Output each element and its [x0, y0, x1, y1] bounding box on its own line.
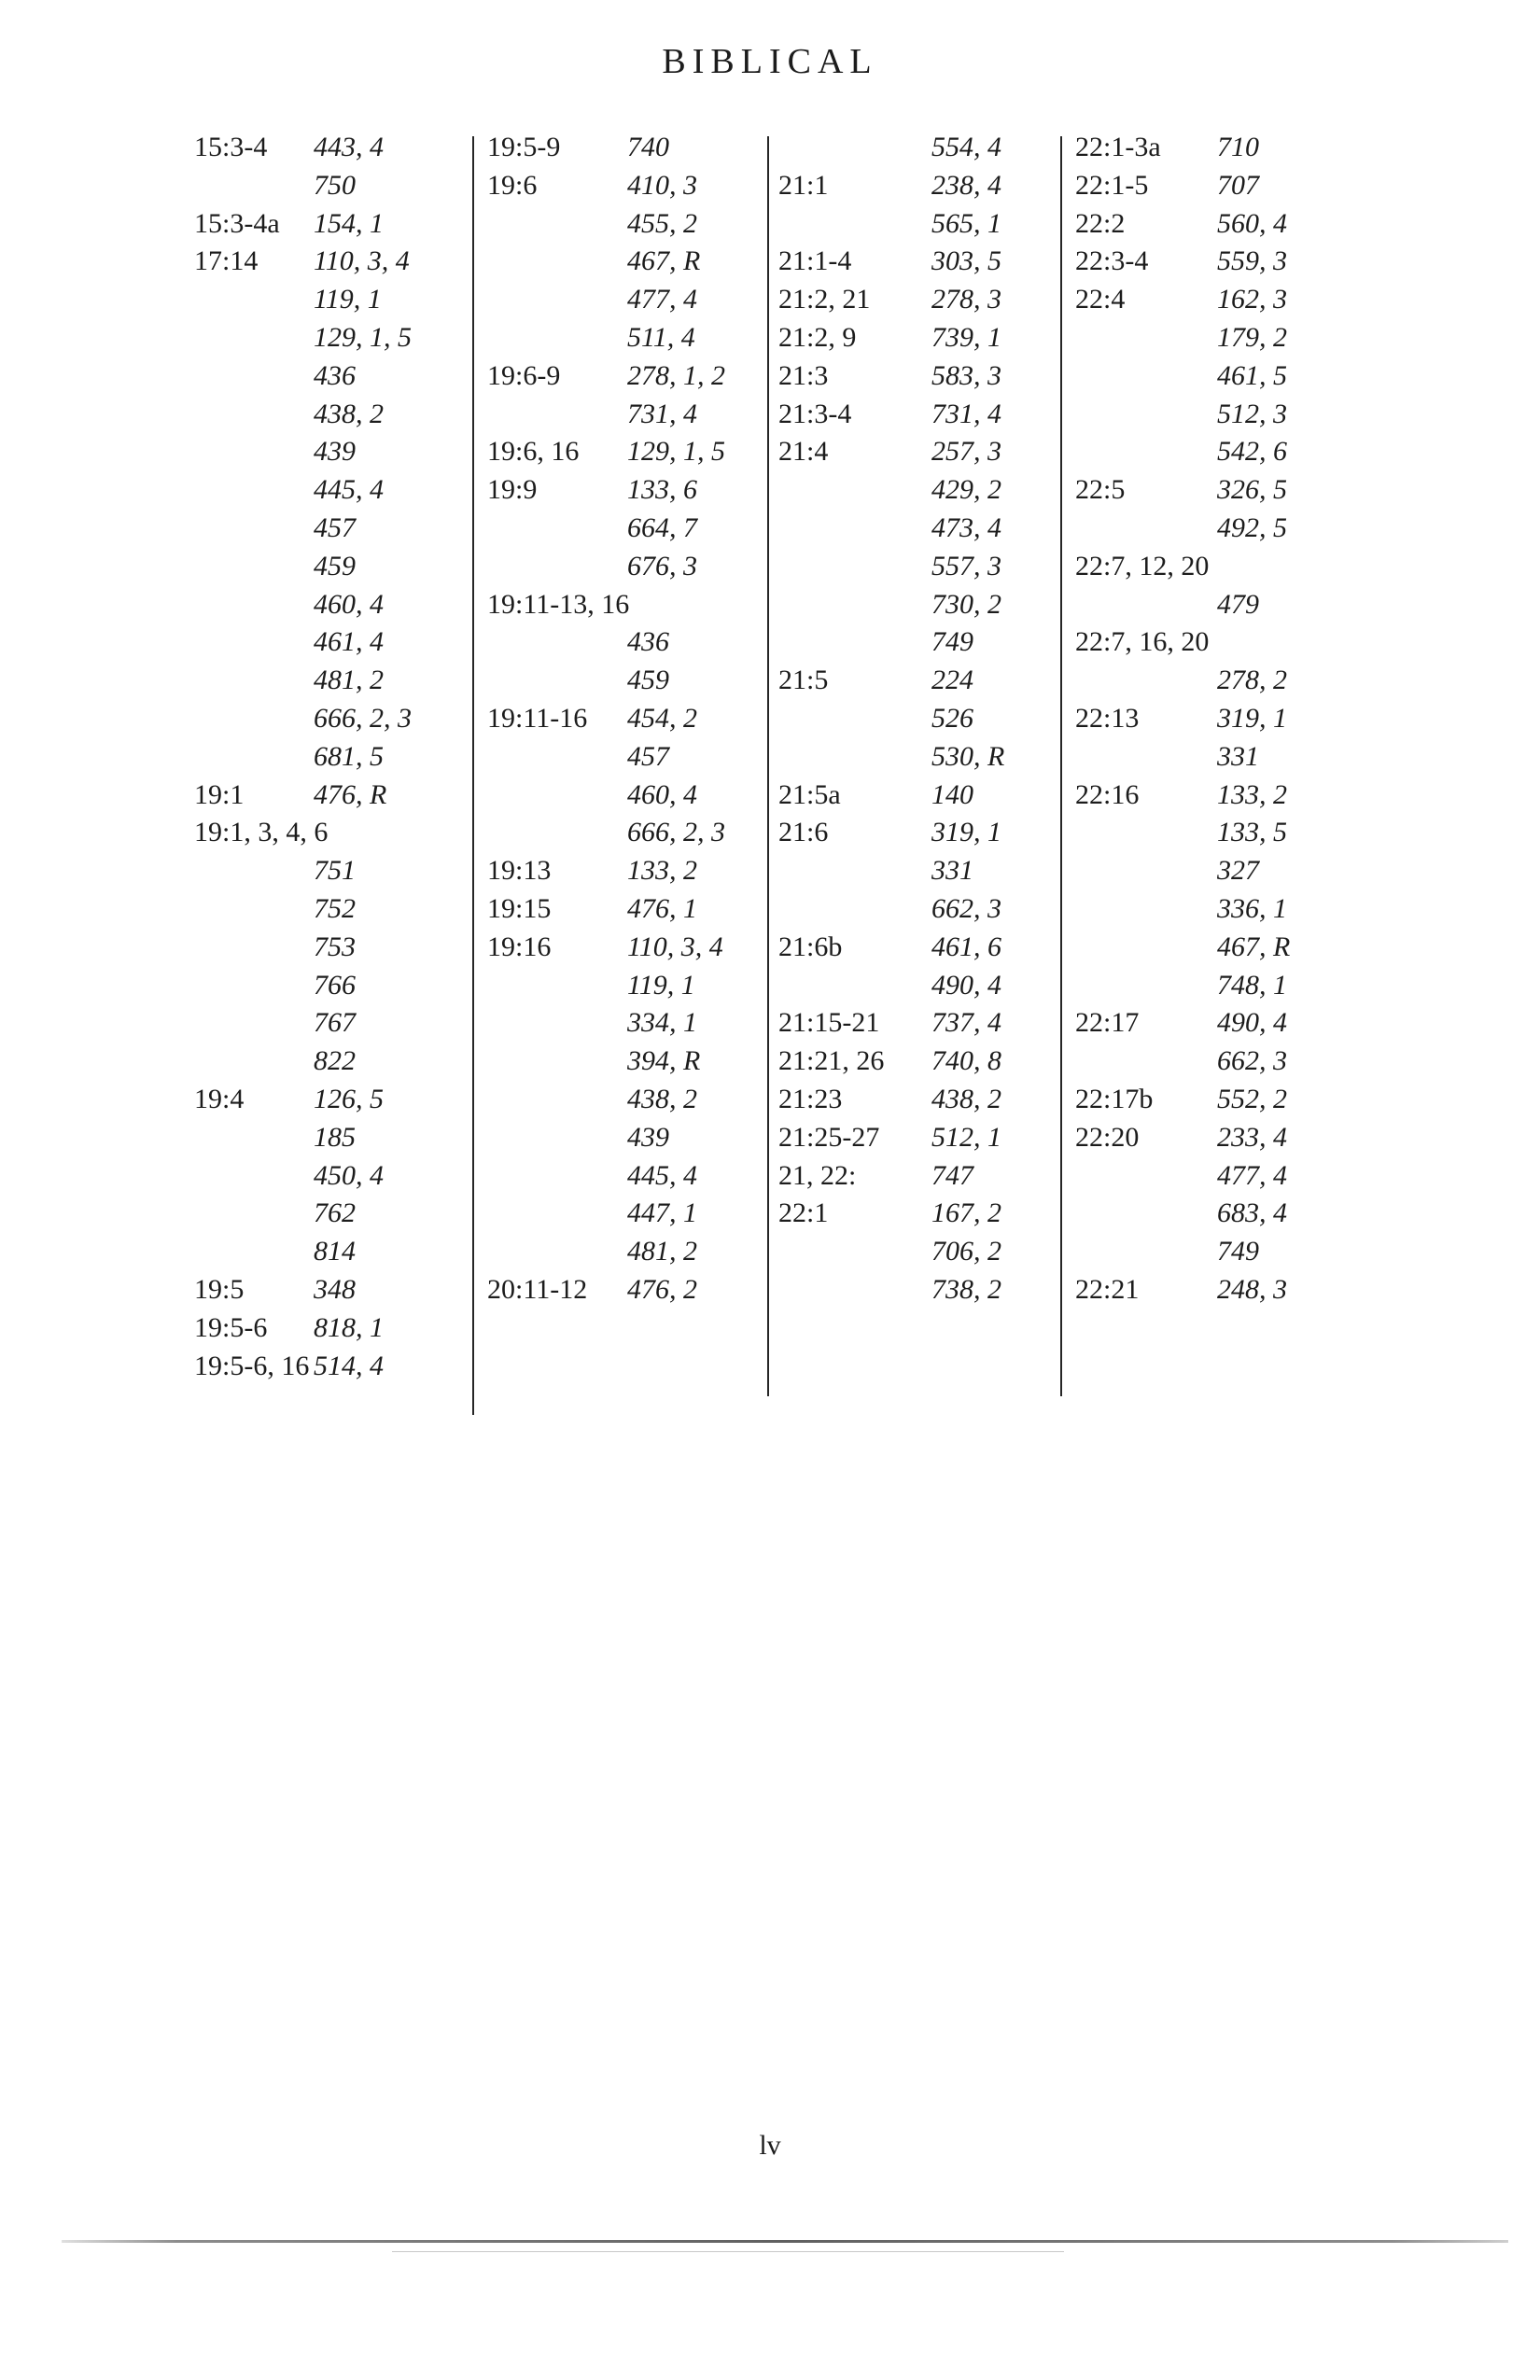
page-reference: 749 — [931, 626, 973, 658]
page-reference: 664, 7 — [627, 512, 697, 543]
page-reference: 481, 2 — [314, 665, 384, 696]
page-reference: 512, 1 — [931, 1121, 1001, 1153]
scripture-reference: 22:13 — [1075, 703, 1140, 734]
page-reference: 133, 5 — [1217, 817, 1287, 848]
page-reference: 126, 5 — [314, 1084, 384, 1114]
page-reference: 185 — [314, 1121, 356, 1153]
page-reference: 559, 3 — [1217, 245, 1287, 277]
page-reference: 133, 2 — [627, 855, 697, 887]
scripture-reference: 22:5 — [1075, 474, 1126, 506]
page-reference: 710 — [1217, 132, 1259, 162]
page-reference: 167, 2 — [931, 1197, 1001, 1229]
scripture-reference: 19:16 — [487, 931, 552, 962]
page-reference: 818, 1 — [314, 1311, 384, 1343]
scripture-reference: 21:21, 26 — [778, 1045, 885, 1077]
scripture-reference: 21:25-27 — [778, 1121, 880, 1153]
page-reference: 460, 4 — [627, 778, 697, 810]
scripture-reference: 21:1 — [778, 169, 829, 201]
scripture-reference: 19:13 — [487, 855, 552, 887]
scripture-reference: 21:1-4 — [778, 245, 852, 277]
scripture-reference: 21:15-21 — [778, 1007, 880, 1039]
page-reference: 737, 4 — [931, 1007, 1001, 1039]
page-reference: 119, 1 — [627, 969, 695, 1001]
page-reference: 278, 2 — [1217, 665, 1287, 696]
page-reference: 739, 1 — [931, 322, 1001, 353]
page-reference: 752 — [314, 893, 356, 924]
scripture-reference: 19:5 — [194, 1274, 245, 1305]
page-reference: 327 — [1217, 855, 1259, 887]
page-reference: 666, 2, 3 — [627, 817, 725, 848]
scripture-reference: 15:3-4 — [194, 132, 268, 162]
page-reference: 749 — [1217, 1236, 1259, 1267]
page-reference: 278, 1, 2 — [627, 359, 725, 391]
page-reference: 477, 4 — [1217, 1159, 1287, 1191]
page-reference: 476, R — [314, 778, 387, 810]
page-reference: 436 — [314, 359, 356, 391]
scripture-reference: 22:2 — [1075, 207, 1126, 239]
page-reference: 560, 4 — [1217, 207, 1287, 239]
scripture-reference: 19:5-6 — [194, 1311, 268, 1343]
page-reference: 731, 4 — [931, 398, 1001, 429]
scan-edge-line — [62, 2240, 1508, 2243]
page-reference: 676, 3 — [627, 550, 697, 581]
page-reference: 459 — [314, 550, 356, 581]
page-reference: 233, 4 — [1217, 1121, 1287, 1153]
page-reference: 767 — [314, 1007, 356, 1039]
page-reference: 814 — [314, 1236, 356, 1267]
scripture-reference: 19:11-16 — [487, 703, 588, 734]
page-reference: 740 — [627, 132, 669, 162]
scripture-reference: 19:6, 16 — [487, 436, 580, 468]
page-reference: 565, 1 — [931, 207, 1001, 239]
scripture-reference: 19:1 — [194, 778, 245, 810]
page-reference: 730, 2 — [931, 588, 1001, 620]
page-reference: 455, 2 — [627, 207, 697, 239]
scan-edge-line — [392, 2251, 1064, 2252]
scripture-reference: 21:2, 21 — [778, 284, 871, 315]
page-reference: 751 — [314, 855, 356, 887]
page-reference: 467, R — [627, 245, 701, 277]
page-reference: 445, 4 — [627, 1159, 697, 1191]
scripture-reference: 21:2, 9 — [778, 322, 857, 353]
scripture-reference: 19:4 — [194, 1084, 245, 1114]
scripture-reference: 22:1-3a — [1075, 132, 1161, 162]
page-reference: 133, 6 — [627, 474, 697, 506]
page-reference: 348 — [314, 1274, 356, 1305]
page-reference: 248, 3 — [1217, 1274, 1287, 1305]
page-reference: 542, 6 — [1217, 436, 1287, 468]
page-reference: 583, 3 — [931, 359, 1001, 391]
page-reference: 492, 5 — [1217, 512, 1287, 543]
scripture-reference: 22:20 — [1075, 1121, 1140, 1153]
page-reference: 552, 2 — [1217, 1084, 1287, 1114]
page-reference: 514, 4 — [314, 1350, 384, 1381]
page-reference: 554, 4 — [931, 132, 1001, 162]
scripture-reference: 22:17b — [1075, 1084, 1154, 1114]
page-reference: 110, 3, 4 — [627, 931, 723, 962]
page-reference: 336, 1 — [1217, 893, 1287, 924]
page-reference: 445, 4 — [314, 474, 384, 506]
page-reference: 753 — [314, 931, 356, 962]
scripture-reference: 22:21 — [1075, 1274, 1140, 1305]
page-reference: 461, 6 — [931, 931, 1001, 962]
page-header: BIBLICAL — [662, 42, 878, 81]
page-reference: 476, 1 — [627, 893, 697, 924]
page-reference: 762 — [314, 1197, 356, 1229]
page-reference: 461, 5 — [1217, 359, 1287, 391]
page-reference: 438, 2 — [314, 398, 384, 429]
page-reference: 331 — [931, 855, 973, 887]
page-reference: 331 — [1217, 740, 1259, 772]
scripture-reference: 19:6 — [487, 169, 538, 201]
page-reference: 238, 4 — [931, 169, 1001, 201]
page-reference: 490, 4 — [931, 969, 1001, 1001]
page-reference: 224 — [931, 665, 973, 696]
scripture-reference: 22:7, 16, 20 — [1075, 626, 1210, 658]
page-reference: 438, 2 — [931, 1084, 1001, 1114]
page-reference: 410, 3 — [627, 169, 697, 201]
page-reference: 438, 2 — [627, 1084, 697, 1114]
index-columns — [0, 129, 1540, 1417]
page-reference: 479 — [1217, 588, 1259, 620]
scripture-reference: 22:3-4 — [1075, 245, 1149, 277]
page-reference: 326, 5 — [1217, 474, 1287, 506]
page-reference: 526 — [931, 703, 973, 734]
page-reference: 129, 1, 5 — [627, 436, 725, 468]
page-reference: 429, 2 — [931, 474, 1001, 506]
page-reference: 766 — [314, 969, 356, 1001]
scripture-reference: 21:6 — [778, 817, 829, 848]
page-reference: 436 — [627, 626, 669, 658]
page-reference: 748, 1 — [1217, 969, 1287, 1001]
page-reference: 706, 2 — [931, 1236, 1001, 1267]
page-reference: 460, 4 — [314, 588, 384, 620]
page-reference: 179, 2 — [1217, 322, 1287, 353]
page-reference: 476, 2 — [627, 1274, 697, 1305]
page-reference: 447, 1 — [627, 1197, 697, 1229]
scripture-reference: 21:23 — [778, 1084, 843, 1114]
page-reference: 459 — [627, 665, 669, 696]
scripture-reference: 22:1-5 — [1075, 169, 1149, 201]
page-reference: 119, 1 — [314, 284, 382, 315]
column-rule — [1060, 136, 1062, 1396]
column-rule — [472, 136, 474, 1415]
page-reference: 454, 2 — [627, 703, 697, 734]
page-number: lv — [759, 2130, 781, 2161]
scripture-reference: 17:14 — [194, 245, 259, 277]
scripture-reference: 21, 22: — [778, 1159, 857, 1191]
page-reference: 443, 4 — [314, 132, 384, 162]
page-reference: 662, 3 — [931, 893, 1001, 924]
scripture-reference: 19:9 — [487, 474, 538, 506]
scripture-reference: 22:4 — [1075, 284, 1126, 315]
page-reference: 457 — [627, 740, 669, 772]
scripture-reference: 21:3 — [778, 359, 829, 391]
page-reference: 683, 4 — [1217, 1197, 1287, 1229]
page-reference: 530, R — [931, 740, 1005, 772]
page-reference: 731, 4 — [627, 398, 697, 429]
scripture-reference: 19:5-6, 16 — [194, 1350, 310, 1381]
page-reference: 162, 3 — [1217, 284, 1287, 315]
page-reference: 461, 4 — [314, 626, 384, 658]
page-reference: 490, 4 — [1217, 1007, 1287, 1039]
scripture-reference: 22:17 — [1075, 1007, 1140, 1039]
page-reference: 278, 3 — [931, 284, 1001, 315]
scripture-reference: 22:1 — [778, 1197, 829, 1229]
page-reference: 707 — [1217, 169, 1259, 201]
scripture-reference: 21:6b — [778, 931, 843, 962]
page-reference: 450, 4 — [314, 1159, 384, 1191]
page-reference: 467, R — [1217, 931, 1291, 962]
page-reference: 303, 5 — [931, 245, 1001, 277]
page-reference: 129, 1, 5 — [314, 322, 412, 353]
page-reference: 439 — [627, 1121, 669, 1153]
scripture-reference: 19:15 — [487, 893, 552, 924]
scripture-reference: 20:11-12 — [487, 1274, 588, 1305]
page-reference: 666, 2, 3 — [314, 703, 412, 734]
page-reference: 738, 2 — [931, 1274, 1001, 1305]
scripture-reference: 21:3-4 — [778, 398, 852, 429]
page-reference: 154, 1 — [314, 207, 384, 239]
page-reference: 319, 1 — [931, 817, 1001, 848]
page-reference: 394, R — [627, 1045, 701, 1077]
page-reference: 334, 1 — [627, 1007, 697, 1039]
scripture-reference: 21:5a — [778, 778, 841, 810]
page-reference: 822 — [314, 1045, 356, 1077]
page-reference: 512, 3 — [1217, 398, 1287, 429]
page-reference: 750 — [314, 169, 356, 201]
page-reference: 457 — [314, 512, 356, 543]
scripture-reference: 19:1, 3, 4, 6 — [194, 817, 329, 848]
page-reference: 662, 3 — [1217, 1045, 1287, 1077]
page-reference: 481, 2 — [627, 1236, 697, 1267]
page-reference: 511, 4 — [627, 322, 695, 353]
scripture-reference: 19:11-13, 16 — [487, 588, 630, 620]
scripture-reference: 19:6-9 — [487, 359, 561, 391]
scripture-reference: 22:16 — [1075, 778, 1140, 810]
page-reference: 557, 3 — [931, 550, 1001, 581]
scripture-reference: 22:7, 12, 20 — [1075, 550, 1210, 581]
page-reference: 133, 2 — [1217, 778, 1287, 810]
page-reference: 439 — [314, 436, 356, 468]
page-reference: 681, 5 — [314, 740, 384, 772]
page-reference: 473, 4 — [931, 512, 1001, 543]
page-reference: 477, 4 — [627, 284, 697, 315]
page-reference: 110, 3, 4 — [314, 245, 410, 277]
page-reference: 747 — [931, 1159, 973, 1191]
scripture-reference: 21:4 — [778, 436, 829, 468]
page-reference: 319, 1 — [1217, 703, 1287, 734]
scripture-reference: 19:5-9 — [487, 132, 561, 162]
page-reference: 140 — [931, 778, 973, 810]
page-reference: 257, 3 — [931, 436, 1001, 468]
scripture-reference: 21:5 — [778, 665, 829, 696]
page-reference: 740, 8 — [931, 1045, 1001, 1077]
column-rule — [767, 136, 769, 1396]
scripture-reference: 15:3-4a — [194, 207, 280, 239]
